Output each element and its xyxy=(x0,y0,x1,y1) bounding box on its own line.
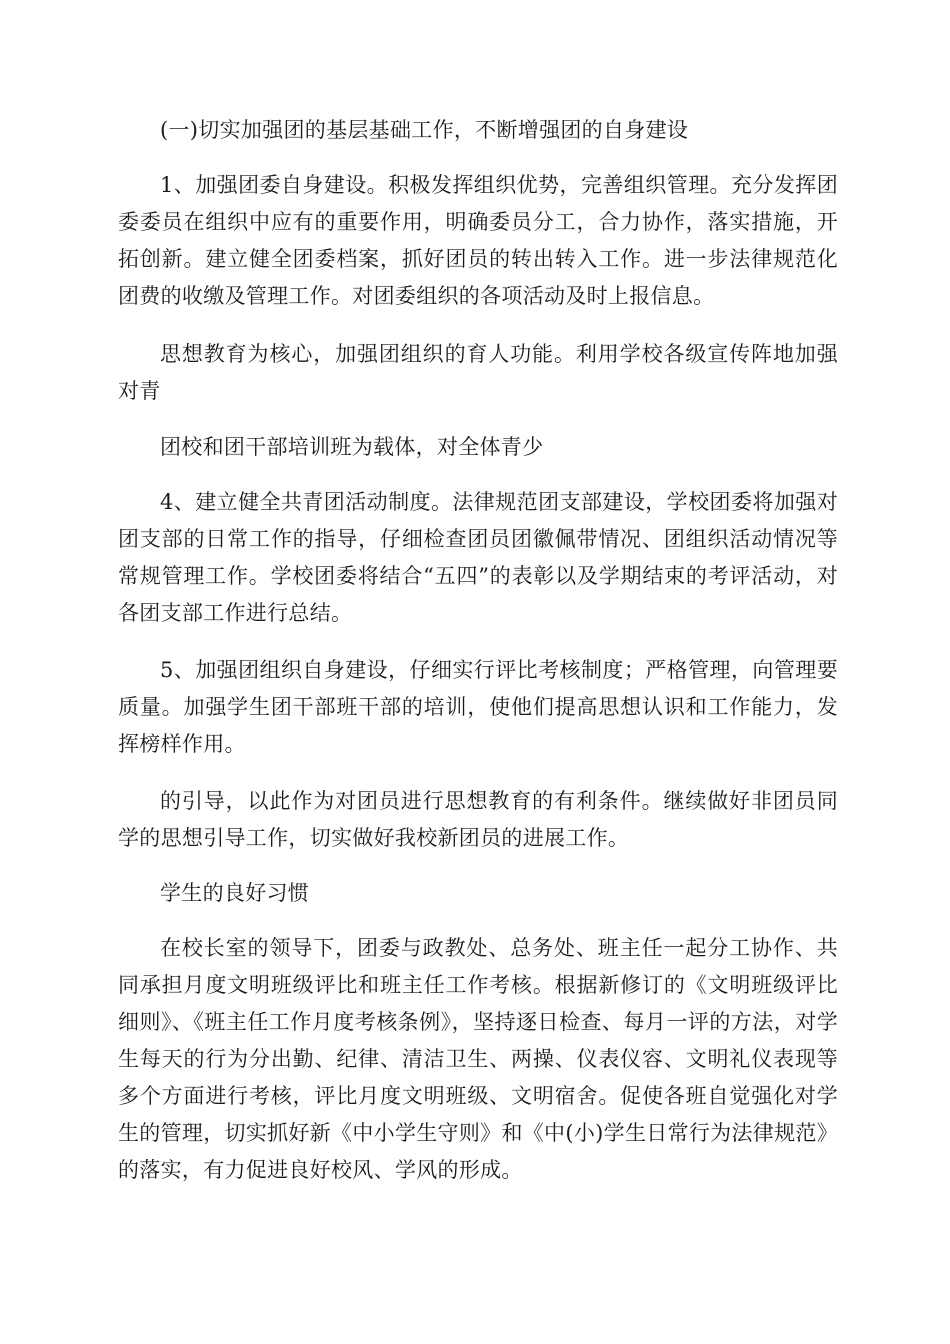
paragraph-4: 4、建立健全共青团活动制度。法律规范团支部建设，学校团委将加强对团支部的日常工作的指导，仔细检查团员团徽佩带情况、团组织活动情况等常规管理工作。学校团委将结合“五四”的表彰以及学期结束的考评活动，对各团支部工作进行总结。 xyxy=(118,490,838,625)
paragraph-6: 的引导，以此作为对团员进行思想教育的有利条件。继续做好非团员同学的思想引导工作，切实做好我校新团员的进展工作。 xyxy=(118,789,838,850)
paragraph-8: 在校长室的领导下，团委与政教处、总务处、班主任一起分工协作、共同承担月度文明班级评比和班主任工作考核。根据新修订的《文明班级评比细则》、《班主任工作月度考核条例》，坚持逐日检查、每月一评的方法，对学生每天的行为分出勤、纪律、清洁卫生、两操、仪表仪容、文明礼仪表现等多个方面进行考核，评比月度文明班级、文明宿舍。促使各班自觉强化对学生的管理，切实抓好新《中小学生守则》和《中(小)学生日常行为法律规范》的落实，有力促进良好校风、学风的形成。 xyxy=(118,936,838,1182)
paragraph-5: 5、加强团组织自身建设，仔细实行评比考核制度；严格管理，向管理要质量。加强学生团干部班干部的培训，使他们提高思想认识和工作能力，发挥榜样作用。 xyxy=(118,658,838,756)
section-heading: (一)切实加强团的基层基础工作，不断增强团的自身建设 xyxy=(160,118,689,142)
paragraph-3: 团校和团干部培训班为载体，对全体青少 xyxy=(160,435,544,459)
subheading: 学生的良好习惯 xyxy=(160,881,310,905)
paragraph-1: 1、加强团委自身建设。积极发挥组织优势，完善组织管理。充分发挥团委委员在组织中应有的重要作用，明确委员分工，合力协作，落实措施，开拓创新。建立健全团委档案，抓好团员的转出转入工作。进一步法律规范化团费的收缴及管理工作。对团委组织的各项活动及时上报信息。 xyxy=(118,173,838,308)
paragraph-2: 思想教育为核心，加强团组织的育人功能。利用学校各级宣传阵地加强对青 xyxy=(118,342,838,403)
